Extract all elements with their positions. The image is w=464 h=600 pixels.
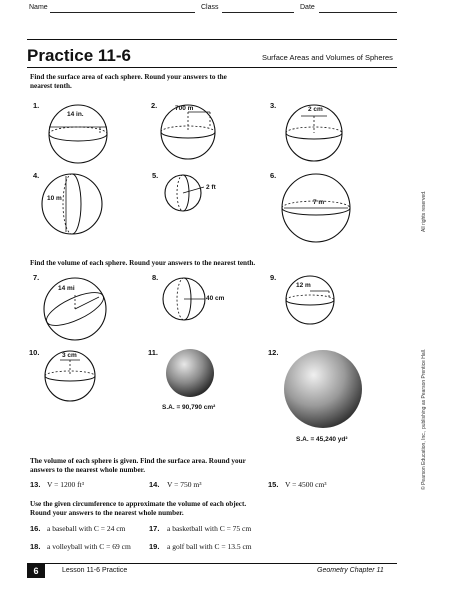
date-line[interactable] (319, 12, 397, 13)
dimension-label: 2 cm (308, 106, 323, 113)
sphere-diagram (164, 173, 224, 213)
section3-instruction-line1: The volume of each sphere is given. Find the surface area. Round your (30, 457, 246, 465)
dimension-label: 3 cm (62, 352, 77, 359)
subtitle-rule (27, 67, 397, 68)
problem-number: 9. (270, 273, 277, 282)
section4-instruction (30, 500, 380, 518)
problem-number: 4. (33, 171, 40, 180)
given-surface-area: S.A. = 90,790 cm² (162, 404, 216, 411)
sphere-diagram (40, 172, 104, 236)
given-circumference: a basketball with C = 75 cm (167, 524, 252, 533)
dimension-label: 2 ft (206, 184, 216, 191)
dimension-label: 7 m (313, 199, 325, 206)
given-volume: V = 4500 cm³ (285, 480, 327, 489)
date-label: Date (300, 4, 315, 11)
shaded-sphere (283, 349, 363, 429)
page-number: 6 (33, 566, 39, 576)
problem-number: 11. (148, 348, 159, 357)
page-title: Practice 11-6 (27, 46, 131, 65)
dimension-label: 40 cm (206, 295, 225, 302)
problem-number: 16. (30, 524, 41, 533)
footer-book: Geometry Chapter 11 (317, 567, 384, 574)
dimension-label: 14 in. (67, 111, 84, 118)
given-circumference: a volleyball with C = 69 cm (47, 542, 131, 551)
page-subtitle: Surface Areas and Volumes of Spheres (262, 53, 393, 62)
copyright-notice: © Pearson Education, Inc., publishing as Pearson Prentice Hall. (421, 348, 427, 490)
problem-number: 17. (149, 524, 160, 533)
problem-number: 19. (149, 542, 160, 551)
problem-number: 18. (30, 542, 41, 551)
problem-number: 15. (268, 480, 279, 489)
given-volume: V = 750 m³ (167, 480, 202, 489)
sphere-diagram (159, 104, 219, 160)
name-line[interactable] (50, 12, 195, 13)
problem-number: 6. (270, 171, 277, 180)
section2-instruction: Find the volume of each sphere. Round your answers to the nearest tenth. (30, 259, 256, 267)
page-number-badge (27, 564, 45, 578)
rights-notice: All rights reserved. (421, 190, 427, 232)
problem-number: 1. (33, 101, 40, 110)
problem-number: 8. (152, 273, 159, 282)
section4-instruction-line1: Use the given circumference to approximate the volume of each object. (30, 500, 247, 508)
section3-instruction (30, 457, 370, 475)
problem-number: 3. (270, 101, 277, 110)
given-volume: V = 1200 ft³ (47, 480, 84, 489)
problem-number: 2. (151, 101, 158, 110)
section1-instruction-line2: nearest tenth. (30, 82, 72, 90)
class-line[interactable] (222, 12, 294, 13)
title-rule (27, 39, 397, 40)
problem-number: 10. (29, 348, 40, 357)
name-label: Name (29, 4, 48, 11)
given-circumference: a baseball with C = 24 cm (47, 524, 126, 533)
problem-number: 5. (152, 171, 159, 180)
sphere-diagram (37, 276, 113, 342)
sphere-diagram (162, 276, 206, 322)
section3-instruction-line2: answers to the nearest whole number. (30, 466, 145, 474)
dimension-label: 700 m (175, 105, 194, 112)
sphere-diagram (281, 172, 351, 244)
section1-instruction (30, 73, 370, 91)
dimension-label: 12 m (296, 282, 311, 289)
problem-number: 13. (30, 480, 41, 489)
footer-rule (27, 563, 397, 564)
given-surface-area: S.A. = 45,240 yd² (296, 436, 348, 443)
shaded-sphere (165, 348, 215, 398)
problem-number: 7. (33, 273, 40, 282)
dimension-label: 10 m (47, 195, 62, 202)
problem-number: 12. (268, 348, 279, 357)
footer-lesson: Lesson 11-6 Practice (62, 567, 128, 574)
given-circumference: a golf ball with C = 13.5 cm (167, 542, 252, 551)
section4-instruction-line2: Round your answers to the nearest whole number. (30, 509, 184, 517)
class-label: Class (201, 4, 219, 11)
problem-number: 14. (149, 480, 160, 489)
section1-instruction-line1: Find the surface area of each sphere. Round your answers to the (30, 73, 227, 81)
dimension-label: 14 mi (58, 285, 75, 292)
